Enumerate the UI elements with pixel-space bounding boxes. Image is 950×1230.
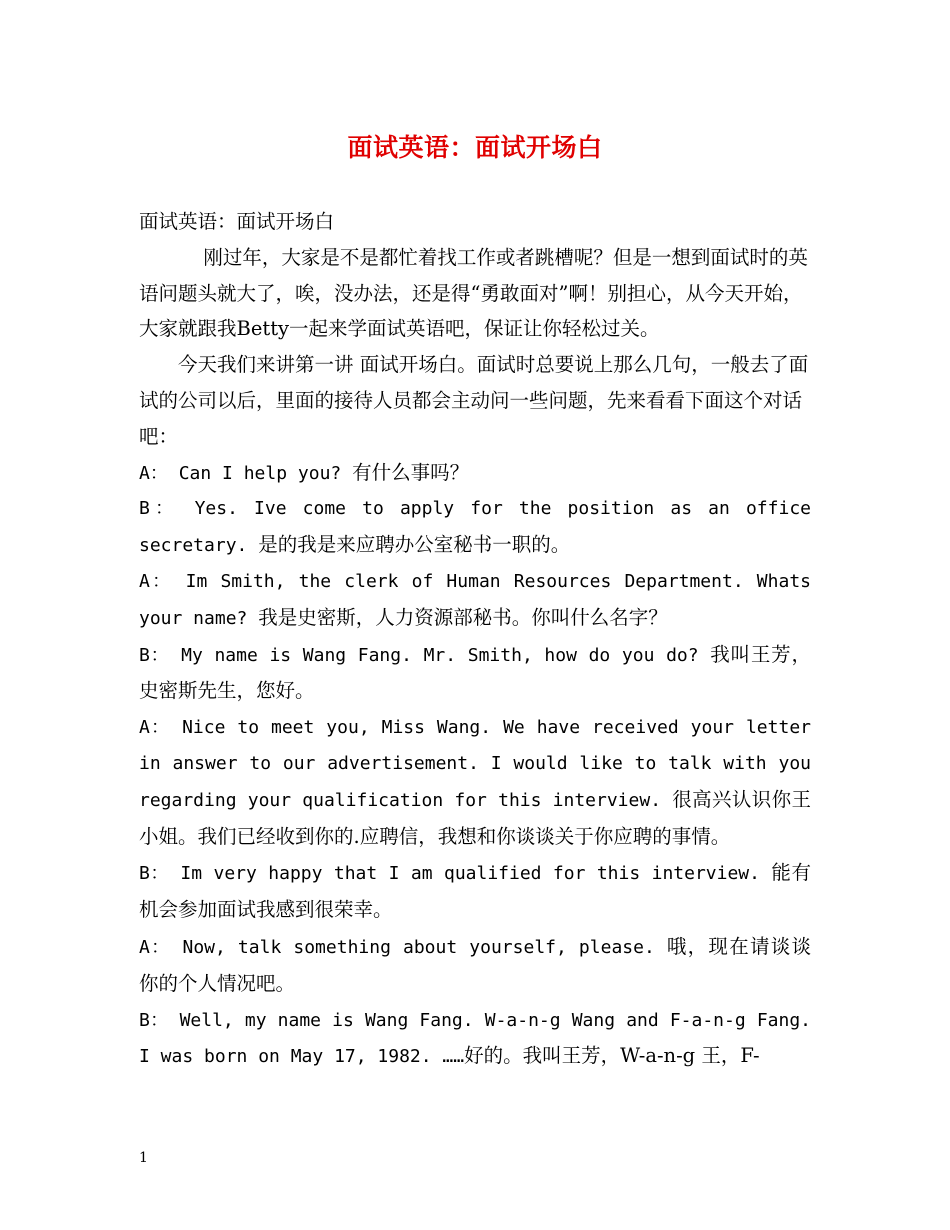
dialog-chinese: 很高兴认识你王小姐。我们已经收到你的.应聘信，我想和你谈谈关于你应聘的事情。 bbox=[139, 787, 812, 848]
speaker-label: A： bbox=[139, 717, 171, 739]
dialog-english: My name is Wang Fang. Mr. Smith, how do you do? bbox=[181, 644, 699, 666]
dialog-english: Im Smith, the clerk of Human Resources Department. Whats your name? bbox=[139, 570, 811, 629]
intro-paragraph-2: 今天我们来讲第一讲 面试开场白。面试时总要说上那么几句，一般去了面试的公司以后，里面的接待人员都会主动问一些问题，先来看看下面这个对话吧： bbox=[139, 353, 809, 448]
speaker-label: B： bbox=[139, 1009, 169, 1031]
speaker-label: A： bbox=[139, 570, 173, 592]
dialog-line bbox=[139, 491, 811, 564]
dialog-chinese: 好的。我叫王芳，W-a-n-g 王，F- bbox=[464, 1044, 760, 1068]
dialog-line bbox=[139, 1003, 811, 1076]
dialog-chinese: 我是史密斯，人力资源部秘书。你叫什么名字？ bbox=[258, 605, 668, 629]
dialog-line bbox=[139, 455, 811, 492]
document-title: 面试英语：面试开场白 bbox=[347, 133, 603, 162]
dialog-line bbox=[139, 929, 811, 1003]
dialog-chinese: 有什么事吗？ bbox=[352, 460, 470, 484]
dialog-english: Well, my name is Wang Fang. W-a-n-g Wang and F-a-n-g Fang. I was born on May 17, 1982. …… bbox=[139, 1009, 812, 1068]
dialog-chinese: 我叫王芳，史密斯先生，您好。 bbox=[139, 642, 811, 703]
dialog-english: Yes. Ive come to apply for the position as an office secretary. bbox=[139, 498, 811, 557]
dialog-line bbox=[139, 637, 811, 711]
intro-paragraph-1: 刚过年，大家是不是都忙着找工作或者跳槽呢？但是一想到面试时的英语问题头就大了，唉，没办法，还是得“勇敢面对”啊！别担心，从今天开始，大家就跟我Betty一起来学面试英语吧，保证让你轻松过关。 bbox=[139, 245, 808, 341]
dialog-line bbox=[139, 564, 811, 637]
dialog-english: Nice to meet you, Miss Wang. We have received your letter in answer to our advertisement. I would like to talk with you regarding your qualification for this interview. bbox=[139, 717, 811, 811]
speaker-label: A： bbox=[139, 462, 168, 484]
page-number: 1 bbox=[139, 1150, 148, 1166]
speaker-label: B： bbox=[139, 863, 169, 885]
speaker-label: B： bbox=[139, 498, 179, 520]
dialog-chinese: 能有机会参加面试我感到很荣幸。 bbox=[139, 861, 811, 922]
dialog-line bbox=[139, 855, 811, 929]
dialog-line bbox=[139, 710, 811, 855]
speaker-label: A： bbox=[139, 936, 171, 958]
dialog-english: Im very happy that I am qualified for this interview. bbox=[180, 863, 760, 885]
speaker-label: B： bbox=[139, 644, 170, 666]
document-subtitle: 面试英语：面试开场白 bbox=[139, 210, 335, 233]
dialog-english: Can I help you? bbox=[178, 462, 342, 484]
document-body bbox=[139, 204, 811, 1075]
dialog-chinese: 是的我是来应聘办公室秘书一职的。 bbox=[258, 533, 571, 557]
dialog-chinese: 哦，现在请谈谈你的个人情况吧。 bbox=[139, 934, 811, 995]
dialog-english: Now, talk something about yourself, please. bbox=[182, 936, 655, 958]
